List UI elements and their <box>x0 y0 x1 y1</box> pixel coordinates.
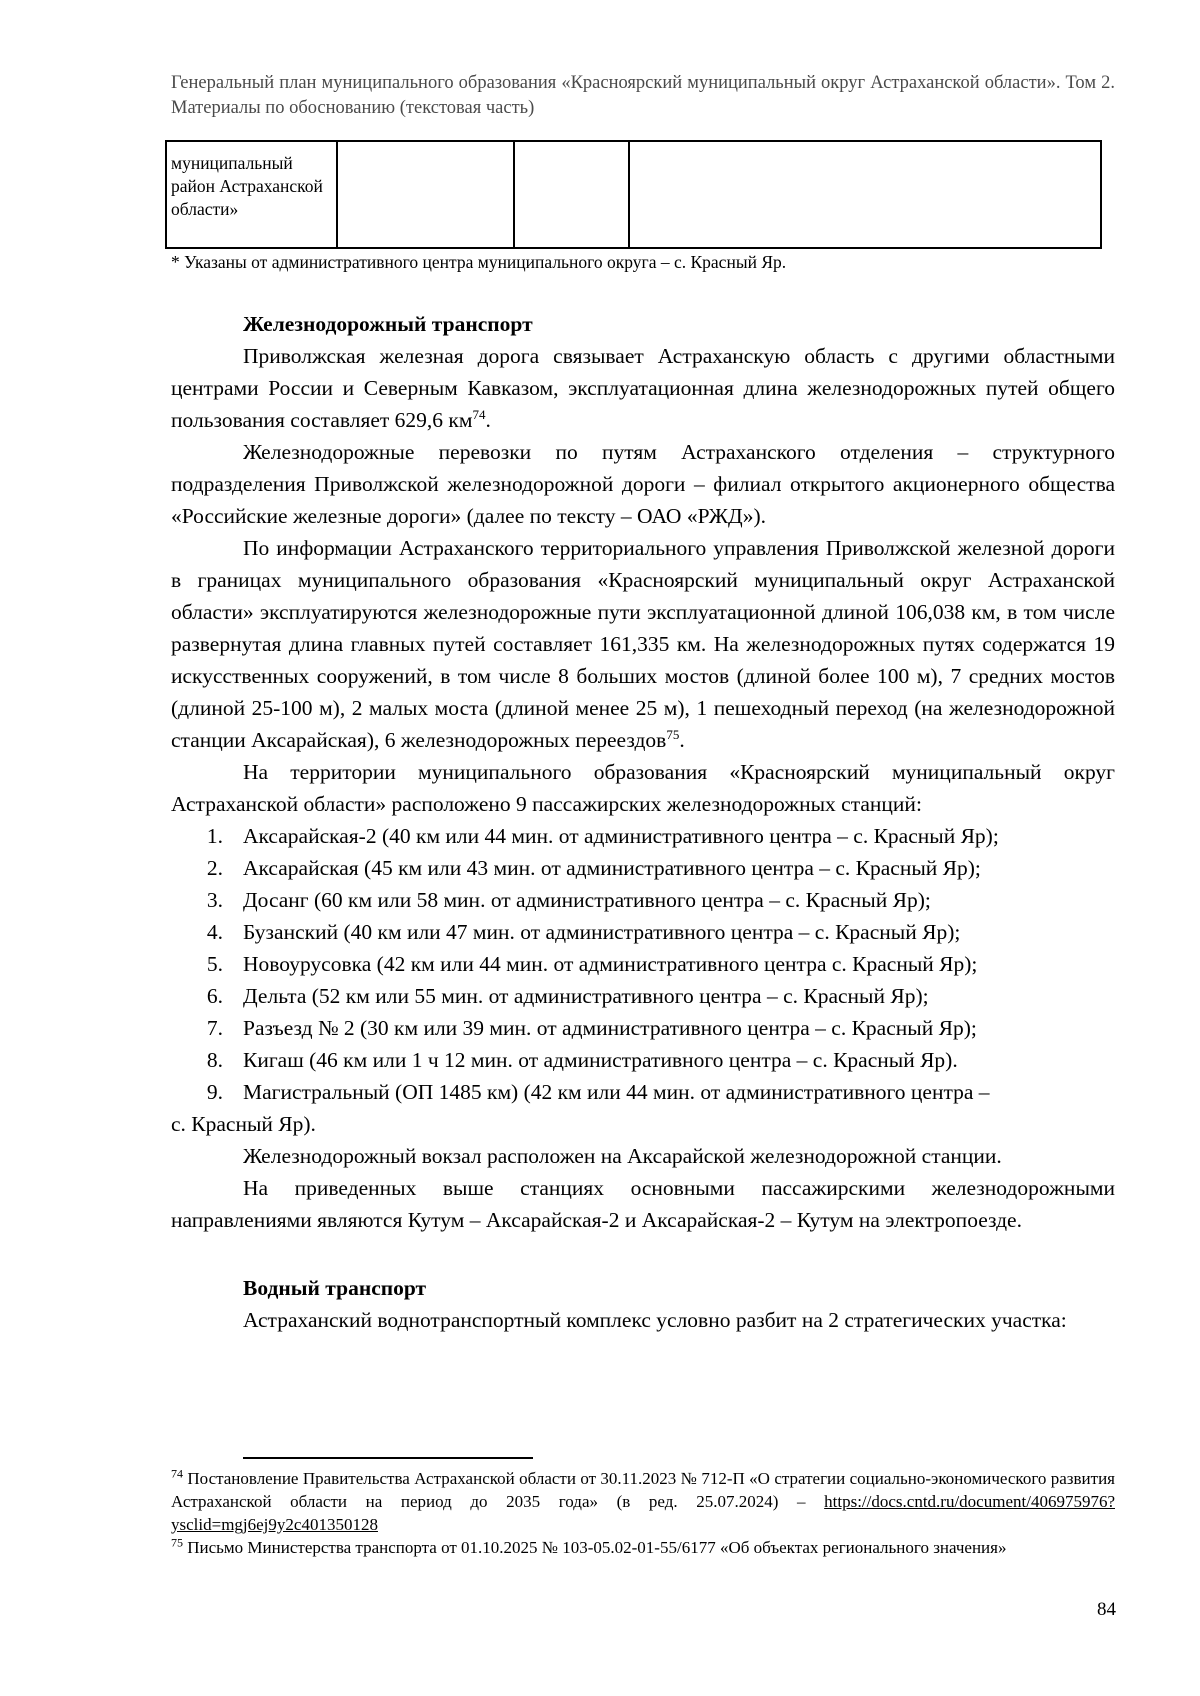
paragraph: Железнодорожный вокзал расположен на Аксарайской железнодорожной станции. <box>243 1144 1002 1168</box>
list-item: 4. Бузанский (40 км или 47 мин. от административного центра – с. Красный Яр); <box>206 920 961 944</box>
list-item: 3. Досанг (60 км или 58 мин. от административного центра – с. Красный Яр); <box>206 888 931 912</box>
paragraph: Приволжская железная дорога связывает Астраханскую область с другими областными центрами России и Северным Кавказом, эксплуатационная длина железнодорожных путей общего пользования составляет 629,6 $км^{74}$. <box>171 344 1115 432</box>
footnote-74: $^{74}$ Постановление Правительства Астраханской области от 30.11.2023 № 712-П «О стратегии социально-экономического развития Астраханской области на период до 2035 года» (в ред. 25.07.2024) – https://docs.cntd.ru/document/406975976?ysclid=mgj6ej9y2c401350128 <box>171 1466 1115 1534</box>
list-item: 7. Разъезд № 2 (30 км или 39 мин. от административного центра – с. Красный Яр); <box>206 1016 977 1040</box>
list-item: 5. Новоурусовка (42 км или 44 мин. от административного центра с. Красный Яр); <box>206 952 978 976</box>
section-heading-rail: Железнодорожный транспорт <box>243 312 533 336</box>
paragraph: На территории муниципального образования «Красноярский муниципальный округ Астраханской области» расположено 9 пассажирских железнодорожных станций: <box>171 760 1115 816</box>
footnote-link[interactable]: https://docs.cntd.ru/document/406975976?ysclid=mgj6ej9y2c401350128 <box>171 1492 1115 1534</box>
footnotes <box>171 1467 1115 1559</box>
list-item: 2. Аксарайская (45 км или 43 мин. от административного центра – с. Красный Яр); <box>206 856 981 880</box>
table-note: * Указаны от административного центра муниципального округа – с. Красный Яр. <box>171 252 787 272</box>
stations-list <box>171 820 1115 1108</box>
list-item: 1. Аксарайская-2 (40 км или 44 мин. от административного центра – с. Красный Яр); <box>206 824 999 848</box>
paragraph: По информации Астраханского территориального управления Приволжской железной дороги в границах муниципального образования «Красноярский муниципальный округ Астраханской области» эксплуатируются железнодорожные пути эксплуатационной длиной 106,038 км, в том числе развернутая длина главных путей составляет 161,335 км. На железнодорожных путях содержатся 19 искусственных сооружений, в том числе 8 больших мостов (длиной более 100 м), 7 средних мостов (длиной 25-100 м), 2 малых моста (длиной менее 25 м), 1 пешеходный переход (на железнодорожной станции Аксарайская), 6 железнодорожных переездов$^{75}$. <box>171 536 1115 752</box>
list-item: 6. Дельта (52 км или 55 мин. от административного центра – с. Красный Яр); <box>206 984 929 1008</box>
page-number: 84 <box>1097 1599 1116 1620</box>
running-header: Генеральный план муниципального образования «Красноярский муниципальный округ Астраханской области». Том 2. Материалы по обоснованию (текстовая часть) <box>171 73 1115 118</box>
section-heading-water: Водный транспорт <box>243 1276 427 1300</box>
footnote-75: $^{75}$ Письмо Министерства транспорта от 01.10.2025 № 103-05.02-01-55/6177 «Об объектах регионального значения» <box>171 1535 1007 1557</box>
footnote-ref: 74 <box>472 406 486 422</box>
footnote-ref: 75 <box>666 726 680 742</box>
paragraph: Астраханский воднотранспортный комплекс условно разбит на 2 стратегических участка: <box>243 1308 1067 1332</box>
table-cell <box>629 141 1101 248</box>
footnote-separator <box>243 1457 533 1459</box>
table-cell: муниципальный район Астраханской области» <box>166 141 337 248</box>
table-fragment <box>165 140 1102 249</box>
list-item-continuation: с. Красный Яр). <box>171 1112 316 1136</box>
list-item: 8. Кигаш (46 км или 1 ч 12 мин. от административного центра – с. Красный Яр). <box>206 1048 958 1072</box>
table-row <box>166 141 1101 248</box>
main-body <box>171 308 1115 1336</box>
paragraph: Железнодорожные перевозки по путям Астраханского отделения – структурного подразделения Приволжской железнодорожной дороги – филиал открытого акционерного общества «Российские железные дороги» (далее по тексту – ОАО «РЖД»). <box>171 440 1115 528</box>
paragraph: На приведенных выше станциях основными пассажирскими железнодорожными направлениями являются Кутум – Аксарайская-2 и Аксарайская-2 – Кутум на электропоезде. <box>171 1176 1115 1232</box>
table-cell <box>514 141 629 248</box>
table-cell <box>337 141 514 248</box>
list-item: 9. Магистральный (ОП 1485 км) (42 км или 44 мин. от административного центра – <box>206 1080 990 1104</box>
